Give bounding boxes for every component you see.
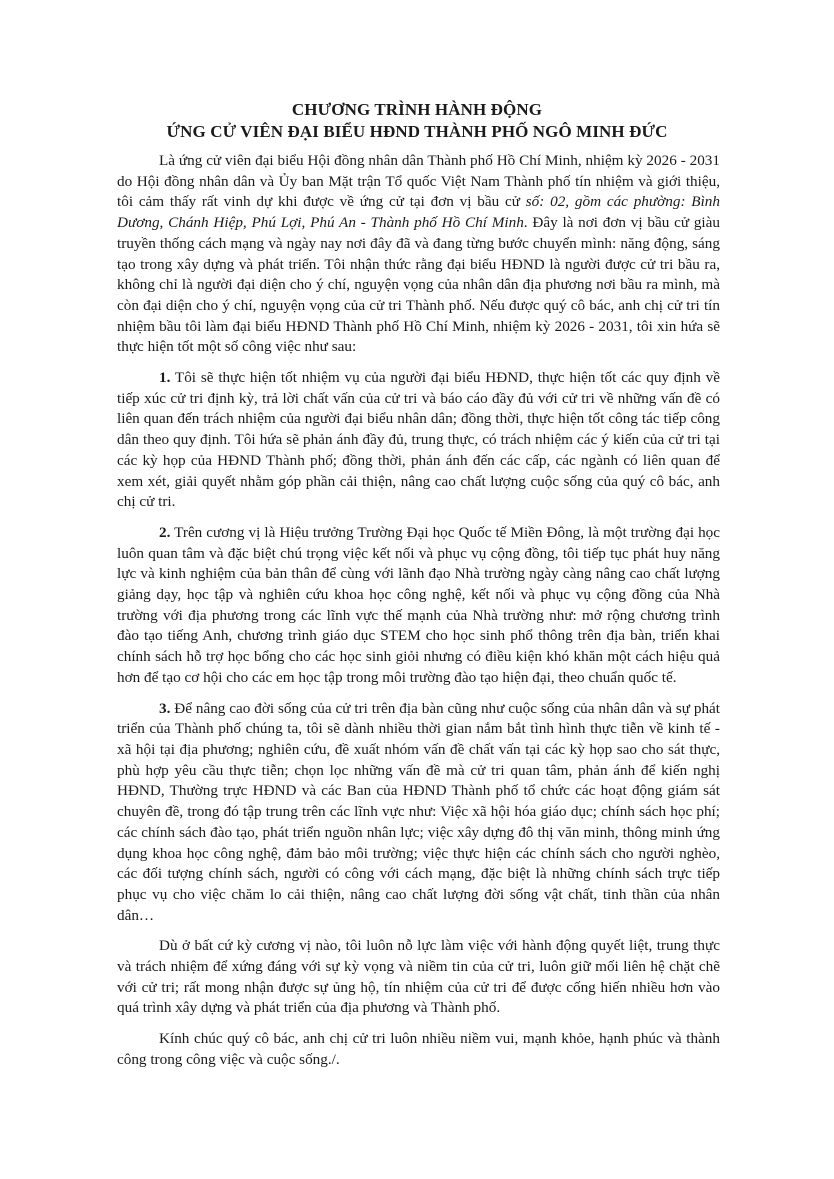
intro-text-continued: . Đây là nơi đơn vị bầu cử giàu truyền thống cách mạng và ngày nay nơi đây đã và đang từng bước chuyển mình: năng động, sáng tạo trong xây dựng và phát triển. Tôi nhận thức rằng đại biểu HĐND là người được cử tri bầu ra, không chỉ là người đại diện cho ý chí, nguyện vọng của nhân dân địa phương nơi bầu ra mình, mà còn đại diện cho ý chí, nguyện vọng của cử tri Thành phố. Nếu được quý cô bác, anh chị cử tri tín nhiệm bầu tôi làm đại biểu HĐND Thành phố Hồ Chí Minh, nhiệm kỳ 2026 - 2031, tôi xin hứa sẽ thực hiện tốt một số công việc như sau:: [117, 214, 720, 356]
intro-paragraph: [117, 151, 720, 358]
item-number: 2.: [159, 523, 171, 541]
closing-wishes: Kính chúc quý cô bác, anh chị cử tri luôn nhiều niềm vui, mạnh khỏe, hạnh phúc và thành công trong công việc và cuộc sống./.: [117, 1030, 720, 1068]
document-body: [117, 151, 720, 1071]
document-subtitle: ỨNG CỬ VIÊN ĐẠI BIỂU HĐND THÀNH PHỐ NGÔ MINH ĐỨC: [166, 122, 668, 141]
item-text: Tôi sẽ thực hiện tốt nhiệm vụ của người đại biểu HĐND, thực hiện tốt các quy định về tiếp xúc cử tri định kỳ, trả lời chất vấn của cử tri và báo cáo đầy đủ với cử tri về những vấn đề có liên quan đến trách nhiệm của người đại biểu nhân dân; đồng thời, thực hiện tốt công tác tiếp công dân theo quy định. Tôi hứa sẽ phản ánh đầy đủ, trung thực, có trách nhiệm các ý kiến của cử tri tại các kỳ họp của HĐND Thành phố; đồng thời, phản ánh đến các cấp, các ngành có liên quan để xem xét, giải quyết nhằm góp phần cải thiện, nâng cao chất lượng cuộc sống của quý cô bác, anh chị cử tri.: [117, 369, 720, 511]
item-text: Trên cương vị là Hiệu trưởng Trường Đại học Quốc tế Miền Đông, là một trường đại học luôn quan tâm và đặc biệt chú trọng việc kết nối và phục vụ cộng đồng, tôi tiếp tục phát huy năng lực và kinh nghiệm của bản thân để cùng với lãnh đạo Nhà trường ngày càng nâng cao chất lượng giảng dạy, học tập và nghiên cứu khoa học công nghệ, kết nối và phục vụ cộng đồng của Nhà trường với địa phương trong các lĩnh vực thế mạnh của Nhà trường như: mở rộng chương trình đào tạo tiếng Anh, chương trình giáo dục STEM cho học sinh phổ thông trên địa bàn, triển khai chính sách hỗ trợ học bổng cho các học sinh giỏi nhưng có điều kiện khó khăn một cách hiệu quả hơn để tạo cơ hội cho các em học tập trong môi trường đào tạo hiện đại, theo chuẩn quốc tế.: [117, 523, 720, 686]
intro-text: Là ứng cử viên đại biểu Hội đồng nhân dân Thành phố Hồ Chí Minh, nhiệm kỳ 2026 - 2031 do Hội đồng nhân dân và Ủy ban Mặt trận Tổ quốc Việt Nam Thành phố tín nhiệm và giới thiệu, tôi cảm thấy rất vinh dự khi được về ứng cử tại đơn vị bầu cử: [117, 152, 720, 211]
commitment-item-2: [117, 523, 720, 689]
closing-paragraph: Dù ở bất cứ kỳ cương vị nào, tôi luôn nỗ lực làm việc với hành động quyết liệt, trung thực và trách nhiệm để xứng đáng với sự kỳ vọng và niềm tin của cử tri, luôn giữ mối liên hệ chặt chẽ với cử tri; rất mong nhận được sự ủng hộ, tín nhiệm của cử tri để được cống hiến nhiều hơn vào quá trình xây dựng và phát triển của địa phương và Thành phố.: [117, 937, 720, 1017]
document-header: [0, 99, 834, 143]
document-title: CHƯƠNG TRÌNH HÀNH ĐỘNG: [291, 100, 543, 119]
item-number: 1.: [159, 369, 171, 387]
commitment-item-1: [117, 368, 720, 513]
item-text: Để nâng cao đời sống của cử tri trên địa bàn cũng như cuộc sống của nhân dân và sự phát triển của Thành phố chúng ta, tôi sẽ dành nhiều thời gian nắm bắt tình hình thực tiễn về kinh tế - xã hội tại địa phương; nghiên cứu, đề xuất nhóm vấn đề chất vấn tại các kỳ họp sao cho sát thực, phù hợp yêu cầu thực tiễn; chọn lọc những vấn đề mà cử tri quan tâm, phản ánh để kiến nghị HĐND, Thường trực HĐND và các Ban của HĐND Thành phố tổ chức các hoạt động giám sát chuyên đề, trong đó tập trung trên các lĩnh vực như: Việc xã hội hóa giáo dục; chính sách học phí; các chính sách đào tạo, phát triển nguồn nhân lực; việc xây dựng đô thị văn minh, thông minh ứng dụng khoa học công nghệ, đảm bảo môi trường; việc thực hiện các chính sách cho người nghèo, các đối tượng chính sách, người có công với cách mạng, đặc biệt là những chính sách trực tiếp phục vụ cho việc chăm lo cải thiện, nâng cao chất lượng đời sống vật chất, tinh thần của nhân dân…: [117, 699, 720, 924]
item-number: 3.: [159, 699, 171, 717]
electoral-unit-text: số: 02, gồm các phường: Bình Dương, Chánh Hiệp, Phú Lợi, Phú An - Thành phố Hồ Chí Minh: [117, 193, 720, 232]
commitment-item-3: [117, 699, 720, 927]
